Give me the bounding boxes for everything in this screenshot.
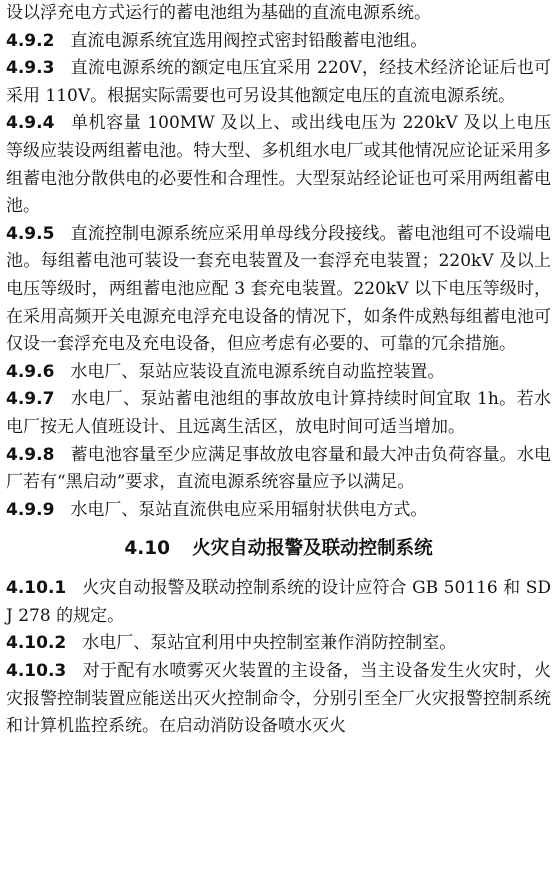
clause-4-9-4: [6, 110, 551, 220]
clause-text: 直流电源系统的额定电压宜采用 220V，经技术经济论证后也可采用 110V。根据实际需要也可另设其他额定电压的直流电源系统。: [6, 58, 551, 106]
clause-text: 单机容量 100MW 及以上、或出线电压为 220kV 及以上电压等级应装设两组蓄电池。特大型、多机组水电厂或其他情况应论证采用多组蓄电池分散供电的必要性和合理性。大型泵站经论证也可采用两组蓄电池。: [6, 113, 551, 217]
section-heading: [6, 531, 551, 567]
clause-text: 水电厂、泵站直流供电应采用辐射状供电方式。: [70, 499, 428, 520]
clause-text: 火灾自动报警及联动控制系统的设计应符合 GB 50116 和 SDJ 278 的规定。: [6, 578, 551, 626]
clause-4-10-3: [6, 658, 551, 741]
clause-text: 水电厂、泵站应装设直流电源系统自动监控装置。: [70, 361, 445, 382]
clause-text: 水电厂、泵站蓄电池组的事故放电计算持续时间宜取 1h。若水电厂按无人值班设计、且远离生活区，放电时间可适当增加。: [6, 389, 551, 437]
clause-number: 4.9.5: [6, 223, 55, 244]
clause-4-9-8: [6, 442, 551, 497]
clause-4-10-1: [6, 575, 551, 630]
paragraph-intro: [6, 0, 551, 28]
clause-4-9-7: [6, 386, 551, 441]
clause-number: 4.9.6: [6, 361, 55, 382]
section-title: 火灾自动报警及联动控制系统: [192, 538, 433, 560]
document-page: [6, 0, 551, 741]
clause-4-9-2: [6, 28, 551, 56]
clause-text: 直流电源系统宜选用阀控式密封铅酸蓄电池组。: [70, 30, 428, 51]
clause-number: 4.9.2: [6, 30, 55, 51]
clause-number: 4.10.3: [6, 661, 67, 682]
clause-number: 4.10.1: [6, 578, 67, 599]
section-number: 4.10: [124, 538, 171, 560]
clause-text: 蓄电池容量至少应满足事故放电容量和最大冲击负荷容量。水电厂若有“黑启动”要求，直流电源系统容量应予以满足。: [6, 444, 551, 493]
clause-number: 4.9.8: [6, 444, 55, 465]
clause-4-9-6: [6, 359, 551, 387]
clause-text: 对于配有水喷雾灭火装置的主设备，当主设备发生火灾时，火灾报警控制装置应能送出灭火控制命令，分别引至全厂火灾报警控制系统和计算机监控系统。在启动消防设备喷水灭火: [6, 661, 551, 737]
clause-4-9-9: [6, 497, 551, 525]
clause-number: 4.9.9: [6, 499, 55, 520]
clause-number: 4.9.3: [6, 58, 55, 79]
paragraph-text: 设以浮充电方式运行的蓄电池组为基础的直流电源系统。: [6, 3, 431, 23]
clause-4-10-2: [6, 630, 551, 658]
clause-number: 4.9.4: [6, 113, 55, 134]
clause-text: 直流控制电源系统应采用单母线分段接线。蓄电池组可不设端电池。每组蓄电池可装设一套充电装置及一套浮充电装置；220kV 及以上电压等级时，两组蓄电池应配 3 套充电装置。220kV 以下电压等级时，在采用高频开关电源充电浮充电设备的情况下，如条件成熟每组蓄电池可仅设一套浮充电及充电设备，但应考虑有必要的、可靠的冗余措施。: [6, 223, 551, 355]
clause-number: 4.10.2: [6, 633, 67, 654]
clause-number: 4.9.7: [6, 389, 55, 410]
clause-4-9-3: [6, 55, 551, 110]
clause-4-9-5: [6, 221, 551, 359]
clause-text: 水电厂、泵站宜利用中央控制室兼作消防控制室。: [82, 633, 457, 654]
